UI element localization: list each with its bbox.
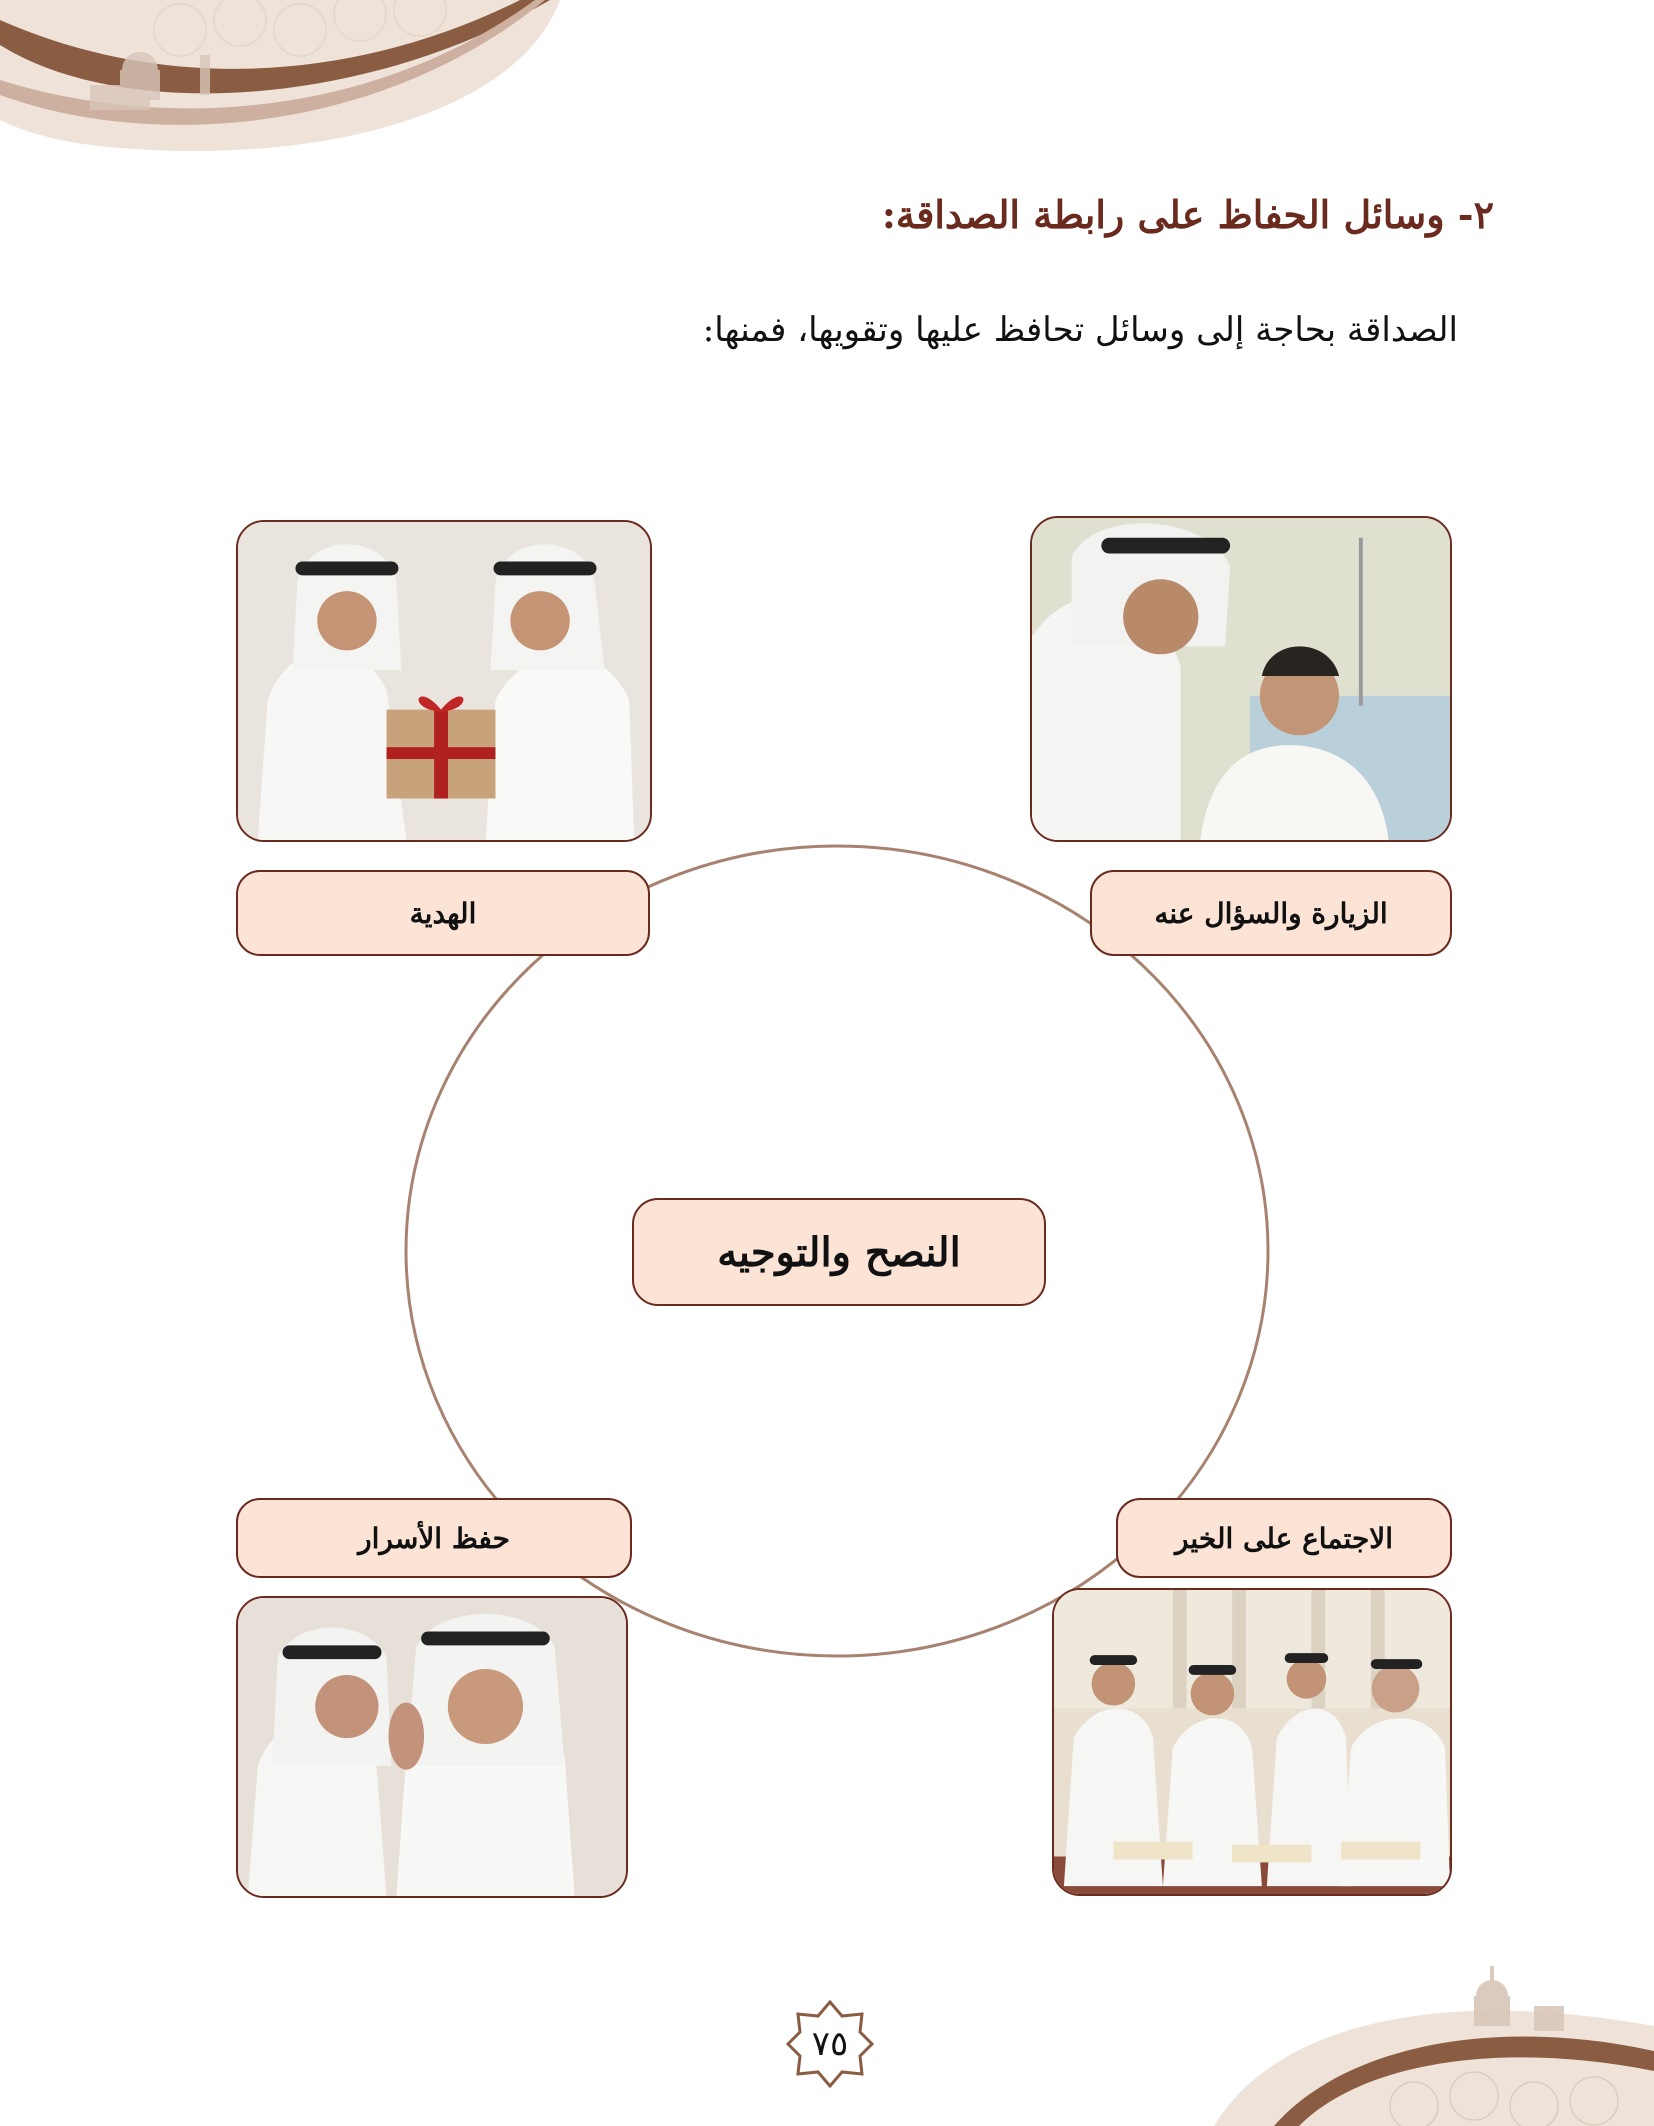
corner-ornament-top [0,0,560,160]
label-advice-center: النصح والتوجيه [632,1198,1046,1306]
page-number: ٧٥ [811,2024,849,2064]
label-gathering: الاجتماع على الخير [1116,1498,1452,1578]
label-visit: الزيارة والسؤال عنه [1090,870,1452,956]
photo-visit [1030,516,1452,842]
intro-paragraph: الصداقة بحاجة إلى وسائل تحافظ عليها وتقويها، فمنها: [702,310,1458,350]
photo-gift [236,520,652,842]
corner-ornament-bottom [1214,1966,1654,2126]
section-heading: ٢- وسائل الحفاظ على رابطة الصداقة: [881,192,1494,237]
label-gift: الهدية [236,870,650,956]
photo-gathering [1052,1588,1452,1896]
label-keep-secrets: حفظ الأسرار [236,1498,632,1578]
photo-whisper [236,1596,628,1898]
